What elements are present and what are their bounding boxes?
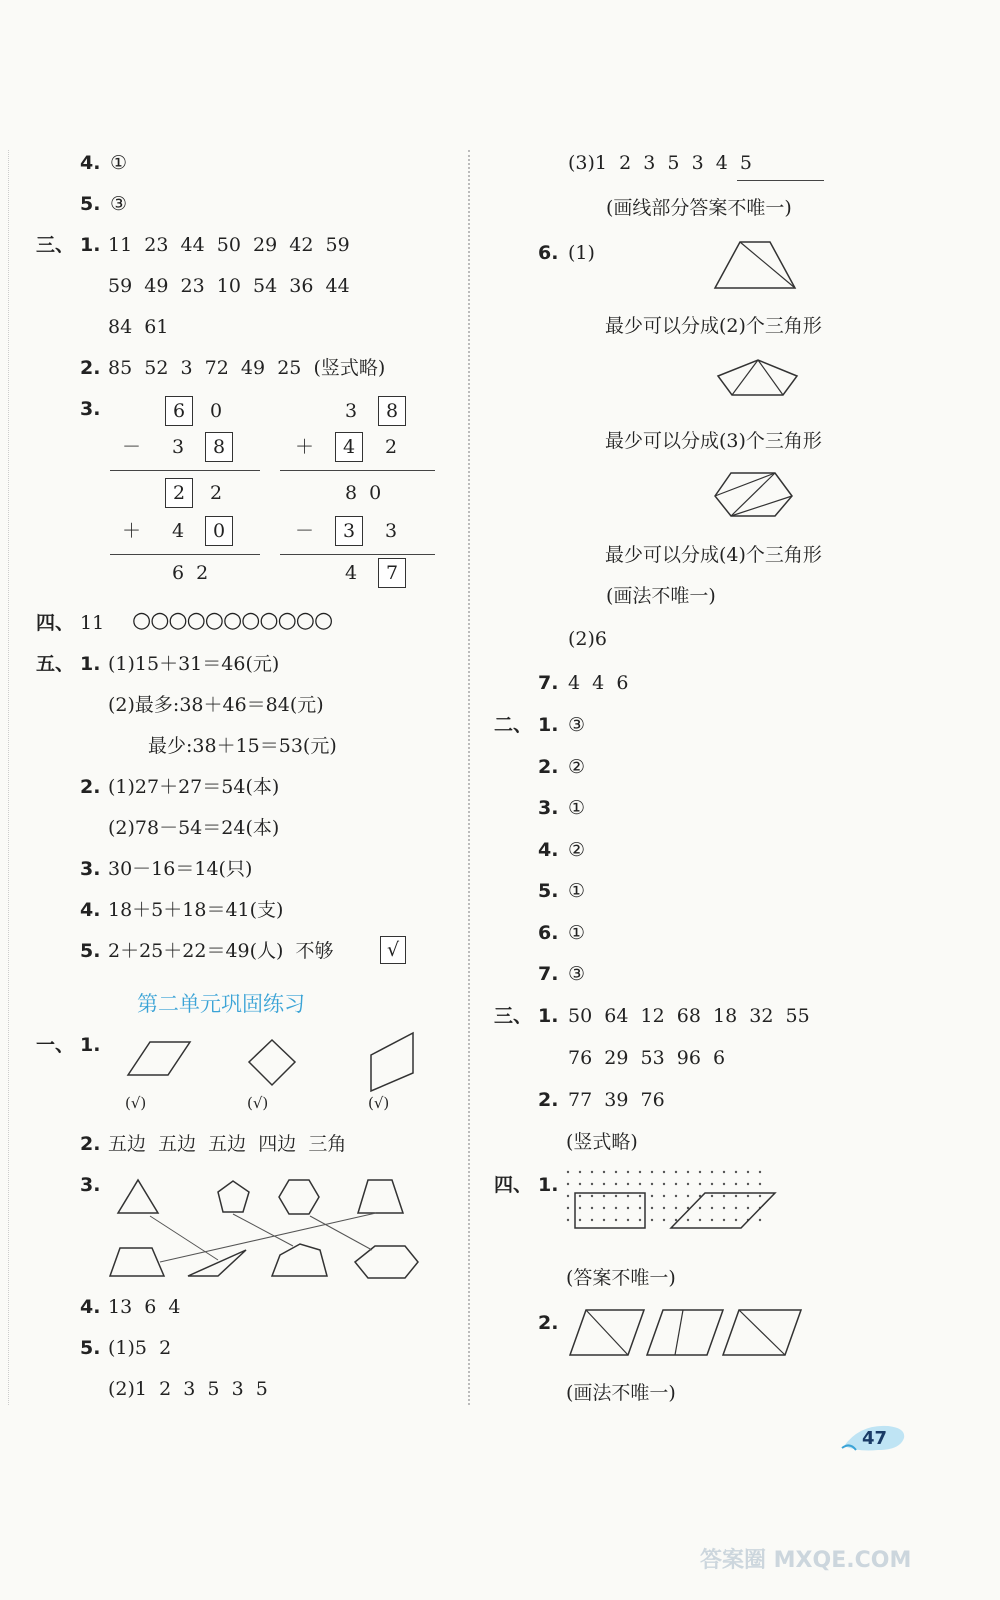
u1-number: 1. bbox=[80, 1034, 101, 1056]
u5-number: 5. bbox=[80, 1337, 101, 1359]
u1-mark-1: (√) bbox=[125, 1094, 147, 1112]
r-s2-item-number: 5. bbox=[538, 880, 559, 902]
section-5-label: 五、 bbox=[36, 653, 75, 675]
unit-section-1-label: 一、 bbox=[36, 1034, 75, 1056]
u5-line2: (2)1 2 3 5 3 5 bbox=[108, 1378, 268, 1400]
q4-number: 4. bbox=[80, 152, 101, 174]
r6-caption-1: 最少可以分成(2)个三角形 bbox=[605, 315, 822, 337]
u3-number: 3. bbox=[80, 1174, 101, 1196]
s5-q1-line3: 最少:38＋15＝53(元) bbox=[148, 735, 337, 757]
r-s2-item-answer: ① bbox=[568, 797, 586, 819]
r-s2-item-answer: ③ bbox=[568, 714, 586, 736]
q4-answer: ① bbox=[110, 152, 128, 174]
s3-q1-row3: 84 61 bbox=[108, 316, 169, 338]
digit: 2 bbox=[210, 482, 223, 504]
u1-mark-2: (√) bbox=[247, 1094, 269, 1112]
s5-q3-answer: 30－16＝14(只) bbox=[108, 858, 253, 880]
r6-number: 6. bbox=[538, 242, 559, 264]
u4-answer: 13 6 4 bbox=[108, 1296, 181, 1318]
s5-q1-number: 1. bbox=[80, 653, 101, 675]
u4-number: 4. bbox=[80, 1296, 101, 1318]
page-number: 47 bbox=[862, 1428, 888, 1449]
r-s4-q2-number: 2. bbox=[538, 1312, 559, 1334]
s3-q1-row1: 11 23 44 50 29 42 59 bbox=[108, 234, 350, 256]
digit-box: 4 bbox=[335, 432, 363, 462]
s3-q2-answer: 85 52 3 72 49 25 (竖式略) bbox=[108, 357, 386, 379]
operator: ＋ bbox=[122, 520, 142, 542]
r-s3-q2-number: 2. bbox=[538, 1089, 559, 1111]
s5-q4-answer: 18＋5＋18＝41(支) bbox=[108, 899, 284, 921]
u5-line1: (1)5 2 bbox=[108, 1337, 172, 1359]
digit-box: 8 bbox=[205, 432, 233, 462]
r-s2-item-answer: ① bbox=[568, 921, 586, 944]
r-s3-q1-row1: 50 64 12 68 18 32 55 bbox=[568, 1005, 810, 1027]
unit-title: 第二单元巩固练习 bbox=[137, 992, 305, 1016]
s3-q3-number: 3. bbox=[80, 398, 101, 420]
digit: 4 bbox=[172, 520, 185, 542]
digit-box: 3 bbox=[335, 516, 363, 546]
r-s3-note: (竖式略) bbox=[566, 1131, 638, 1153]
digit: 3 bbox=[345, 400, 358, 422]
r-s4-q1-number: 1. bbox=[538, 1174, 559, 1196]
section-3-label: 三、 bbox=[36, 234, 75, 256]
digit-box: 6 bbox=[165, 396, 193, 426]
r6-note: (画法不唯一) bbox=[606, 585, 716, 607]
digit-box: 7 bbox=[378, 558, 406, 588]
digit: 0 bbox=[210, 400, 223, 422]
circle-row: ○○○○○○○○○○○ bbox=[132, 608, 333, 633]
s5-q4-number: 4. bbox=[80, 899, 101, 921]
r-s2-item-number: 6. bbox=[538, 921, 559, 944]
r-s2-item-answer: ② bbox=[568, 755, 586, 778]
q5-answer: ③ bbox=[110, 193, 128, 215]
r-s2-item-number: 3. bbox=[538, 797, 559, 819]
s5-q2-number: 2. bbox=[80, 776, 101, 798]
s5-q2-line1: (1)27＋27＝54(本) bbox=[108, 776, 280, 798]
check-box: √ bbox=[380, 936, 406, 964]
r-s2-item-number: 2. bbox=[538, 755, 559, 778]
r-s2-item-number: 7. bbox=[538, 963, 559, 985]
s5-q5-answer: 2＋25＋22＝49(人) 不够 bbox=[108, 940, 334, 962]
r-section-2-label: 二、 bbox=[494, 714, 533, 736]
s4-answer: 11 bbox=[80, 612, 105, 634]
s5-q1-line2: (2)最多:38＋46＝84(元) bbox=[108, 694, 324, 716]
r-s3-q1-number: 1. bbox=[538, 1005, 559, 1027]
s5-q1-line1: (1)15＋31＝46(元) bbox=[108, 653, 280, 675]
u2-answer: 五边 五边 五边 四边 三角 bbox=[108, 1133, 347, 1155]
s5-q2-line2: (2)78－54＝24(本) bbox=[108, 817, 280, 839]
r6-caption-2: 最少可以分成(3)个三角形 bbox=[605, 430, 822, 452]
r-s2-item-answer: ③ bbox=[568, 963, 586, 985]
final-result: 6 2 bbox=[172, 562, 209, 584]
operator: － bbox=[122, 436, 142, 458]
s3-q1-number: 1. bbox=[80, 234, 101, 256]
digit: 3 bbox=[385, 520, 398, 542]
watermark: 答案圈 MXQE.COM bbox=[700, 1548, 912, 1573]
digit-box: 8 bbox=[378, 396, 406, 426]
r6-part2: (2)6 bbox=[568, 628, 608, 650]
r-s2-item-answer: ② bbox=[568, 838, 586, 861]
digit-box: 0 bbox=[205, 516, 233, 546]
r6-part1: (1) bbox=[568, 242, 595, 264]
u1-mark-3: (√) bbox=[368, 1094, 390, 1112]
r-s4-note2: (画法不唯一) bbox=[566, 1382, 676, 1404]
r-section-3-label: 三、 bbox=[494, 1005, 533, 1027]
operator: ＋ bbox=[295, 436, 315, 458]
r-s4-note1: (答案不唯一) bbox=[566, 1267, 676, 1289]
r7-answer: 4 4 6 bbox=[568, 672, 629, 694]
s3-q1-row2: 59 49 23 10 54 36 44 bbox=[108, 275, 350, 297]
r3-sequence: (3)1 2 3 5 3 4 5 bbox=[568, 152, 753, 174]
r-s3-q2-answer: 77 39 76 bbox=[568, 1089, 665, 1111]
digit: 4 bbox=[345, 562, 358, 584]
r-s2-item-number: 4. bbox=[538, 838, 559, 861]
q5-number: 5. bbox=[80, 193, 101, 215]
s5-q3-number: 3. bbox=[80, 858, 101, 880]
r-s3-q1-row2: 76 29 53 96 6 bbox=[568, 1047, 726, 1069]
r6-caption-3: 最少可以分成(4)个三角形 bbox=[605, 544, 822, 566]
r7-number: 7. bbox=[538, 672, 559, 694]
r-s2-item-answer: ① bbox=[568, 880, 586, 902]
operator: － bbox=[295, 520, 315, 542]
result: 8 0 bbox=[345, 482, 382, 504]
u2-number: 2. bbox=[80, 1133, 101, 1155]
r-s2-item-number: 1. bbox=[538, 714, 559, 736]
digit: 3 bbox=[172, 436, 185, 458]
r3-note: (画线部分答案不唯一) bbox=[606, 197, 792, 219]
s5-q5-number: 5. bbox=[80, 940, 101, 962]
digit-box: 2 bbox=[165, 478, 193, 508]
s3-q2-number: 2. bbox=[80, 357, 101, 379]
section-4-label: 四、 bbox=[36, 612, 75, 634]
digit: 2 bbox=[385, 436, 398, 458]
r-section-4-label: 四、 bbox=[494, 1174, 533, 1196]
